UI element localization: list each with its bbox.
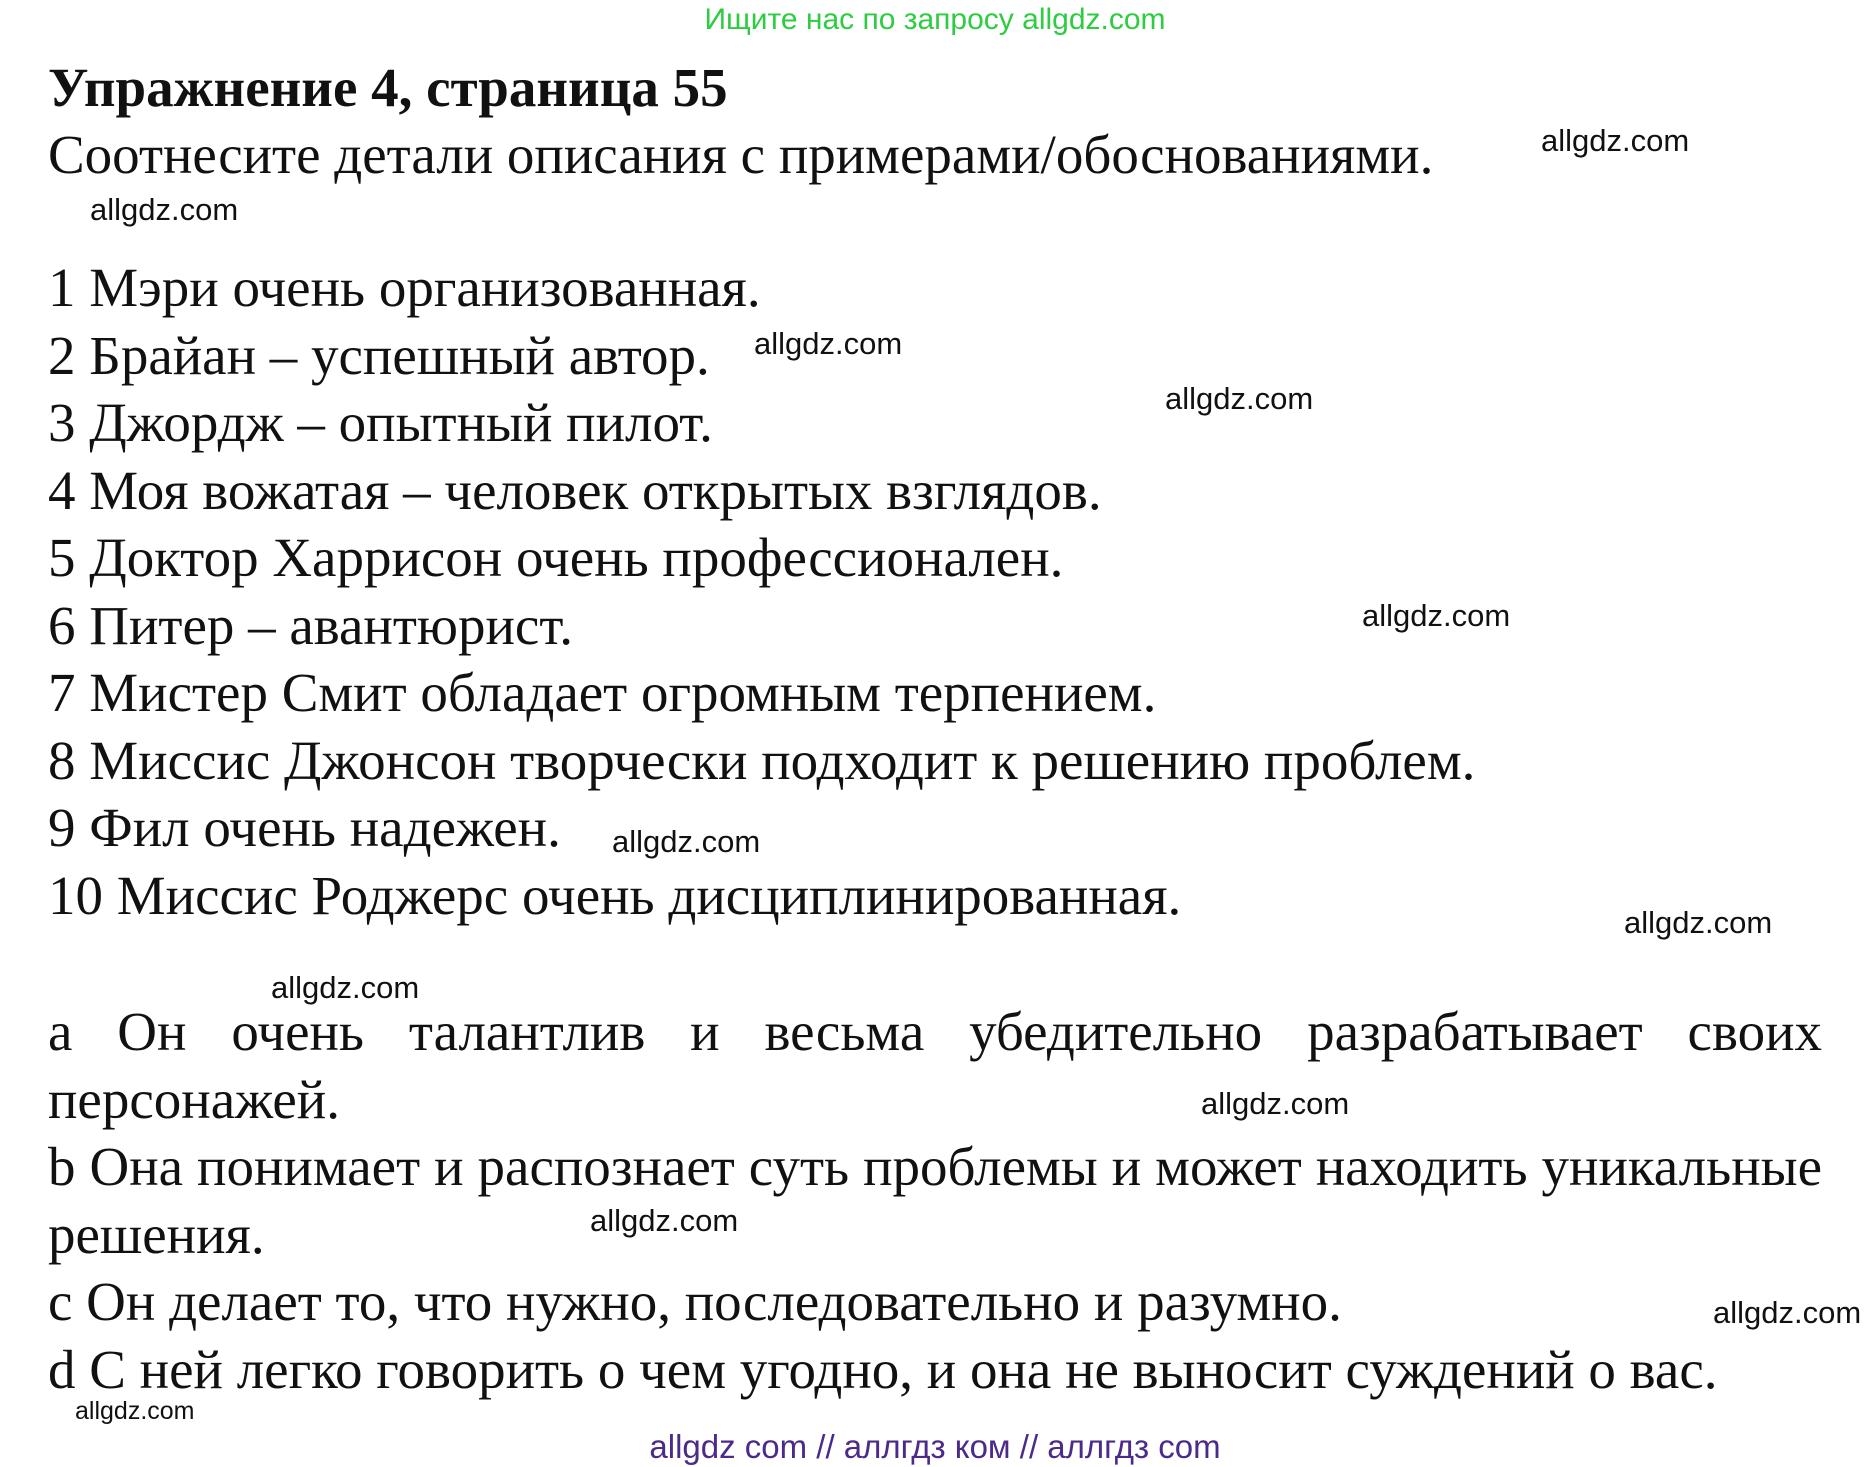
watermark: allgdz.com (754, 326, 903, 361)
watermark: allgdz.com (1201, 1086, 1350, 1121)
option-item: c Он делает то, что нужно, последовательно и разумно. (48, 1271, 1342, 1332)
statement-item: 10 Миссис Роджерс очень дисциплинированная. (48, 864, 1182, 926)
watermark: allgdz.com (1362, 598, 1511, 633)
watermark: allgdz.com (1624, 905, 1773, 940)
option-item: b Она понимает и распознает суть проблемы и может находить уникальные решения. (48, 1136, 1822, 1265)
statement-item: 6 Питер – авантюрист. (48, 594, 573, 656)
watermark: allgdz.com (590, 1203, 739, 1238)
statement-item: 5 Доктор Харрисон очень профессионален. (48, 527, 1064, 588)
search-banner: Ищите нас по запросу allgdz.com (704, 3, 1166, 36)
exercise-title: Упражнение 4, страница 55 (48, 57, 728, 118)
statement-item: 8 Миссис Джонсон творчески подходит к решению проблем. (48, 729, 1476, 791)
watermark: allgdz.com (1165, 381, 1314, 416)
statement-item: 4 Моя вожатая – человек открытых взглядов. (48, 459, 1102, 521)
watermark: allgdz.com (1541, 123, 1690, 158)
statement-item: 3 Джордж – опытный пилот. (48, 392, 713, 453)
watermark: allgdz.com (75, 1397, 195, 1425)
statement-item: 2 Брайан – успешный автор. (48, 324, 710, 386)
watermark: allgdz.com (612, 824, 761, 859)
watermark: allgdz.com (90, 192, 239, 227)
option-item: d С ней легко говорить о чем угодно, и она не выносит суждений о вас. (48, 1338, 1718, 1400)
watermark: allgdz.com (271, 970, 420, 1005)
bottom-banner: allgdz com // аллгдз ком // аллгдз com (649, 1428, 1221, 1465)
options-list (48, 998, 1822, 1403)
option-item: a Он очень талантлив и весьма убедительно разрабатывает своих персонажей. (48, 1001, 1822, 1130)
statement-item: 9 Фил очень надежен. (48, 797, 561, 858)
statement-item: 7 Мистер Смит обладает огромным терпением. (48, 662, 1157, 723)
statement-item: 1 Мэри очень организованная. (48, 257, 761, 318)
exercise-instruction: Соотнесите детали описания с примерами/обоснованиями. (48, 124, 1434, 185)
watermark: allgdz.com (1713, 1295, 1862, 1330)
